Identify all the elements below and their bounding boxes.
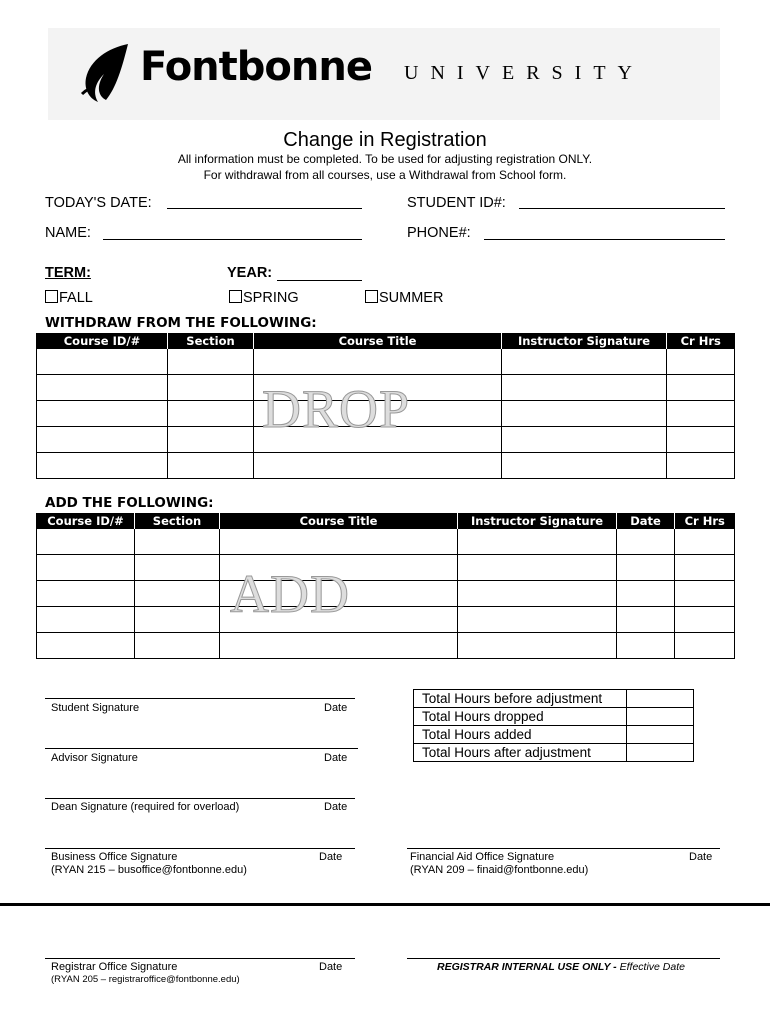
todays-date-field[interactable]	[167, 208, 362, 209]
hours-row	[414, 726, 694, 744]
leaf-logo-icon	[78, 42, 132, 104]
withdraw-cell[interactable]	[37, 427, 168, 453]
add-cell[interactable]	[37, 555, 135, 581]
business-signature-line[interactable]	[45, 848, 355, 849]
spring-checkbox[interactable]	[229, 290, 242, 303]
add-cell[interactable]	[458, 581, 617, 607]
internal-use-italic: Effective Date	[619, 961, 685, 973]
add-header-course-title: Course Title	[220, 513, 458, 529]
hours-row	[414, 690, 694, 708]
hours-label: Total Hours added	[414, 726, 627, 744]
withdraw-header-section: Section	[168, 333, 254, 349]
add-row	[37, 607, 735, 633]
add-cell[interactable]	[37, 581, 135, 607]
add-cell[interactable]	[458, 633, 617, 659]
add-cell[interactable]	[675, 581, 735, 607]
hours-value-cell[interactable]	[627, 708, 694, 726]
student-date-label: Date	[324, 702, 348, 714]
withdraw-cell[interactable]	[667, 401, 735, 427]
fall-label: FALL	[59, 290, 93, 306]
add-title: ADD THE FOLLOWING:	[45, 495, 214, 511]
hours-table	[413, 689, 694, 762]
withdraw-title: WITHDRAW FROM THE FOLLOWING:	[45, 315, 317, 331]
add-cell[interactable]	[135, 529, 220, 555]
phone-field[interactable]	[484, 239, 725, 240]
add-row	[37, 529, 735, 555]
add-cell[interactable]	[220, 529, 458, 555]
fall-checkbox[interactable]	[45, 290, 58, 303]
withdraw-cell[interactable]	[168, 427, 254, 453]
add-row	[37, 581, 735, 607]
withdraw-cell[interactable]	[37, 375, 168, 401]
withdraw-row	[37, 453, 735, 479]
business-signature-label: Business Office Signature	[51, 851, 178, 863]
withdraw-cell[interactable]	[254, 349, 502, 375]
add-header-section: Section	[135, 513, 220, 529]
internal-use-label	[437, 961, 685, 973]
withdraw-header-instructor: Instructor Signature	[502, 333, 667, 349]
add-cell[interactable]	[37, 529, 135, 555]
withdraw-cell[interactable]	[502, 375, 667, 401]
dean-date-label: Date	[324, 801, 348, 813]
withdraw-header-course-id: Course ID/#	[37, 333, 168, 349]
registrar-contact: (RYAN 205 – registraroffice@fontbonne.edu)	[51, 974, 240, 985]
hours-label: Total Hours before adjustment	[414, 690, 627, 708]
financial-signature-label: Financial Aid Office Signature	[410, 851, 555, 863]
withdraw-cell[interactable]	[37, 401, 168, 427]
add-cell[interactable]	[458, 607, 617, 633]
student-id-label: STUDENT ID#:	[407, 195, 506, 211]
hours-row	[414, 708, 694, 726]
internal-use-line[interactable]	[407, 958, 720, 959]
summer-label: SUMMER	[379, 290, 444, 306]
business-contact: (RYAN 215 – busoffice@fontbonne.edu)	[51, 864, 247, 876]
financial-date-label: Date	[689, 851, 713, 863]
add-cell[interactable]	[675, 529, 735, 555]
year-label: YEAR:	[227, 265, 273, 281]
student-signature-label: Student Signature	[51, 702, 140, 714]
withdraw-cell[interactable]	[667, 349, 735, 375]
add-cell[interactable]	[135, 633, 220, 659]
form-subtitle-1: All information must be completed. To be used for adjusting registration ONLY.	[177, 152, 593, 166]
summer-checkbox[interactable]	[365, 290, 378, 303]
name-field[interactable]	[103, 239, 362, 240]
add-cell[interactable]	[220, 633, 458, 659]
financial-signature-line[interactable]	[407, 848, 720, 849]
phone-label: PHONE#:	[407, 225, 471, 241]
add-cell[interactable]	[617, 581, 675, 607]
logo-wordmark: Fontbonne	[140, 44, 372, 90]
add-cell[interactable]	[458, 555, 617, 581]
dean-signature-label: Dean Signature (required for overload)	[51, 801, 240, 813]
term-label: TERM:	[45, 265, 91, 281]
add-header-instructor: Instructor Signature	[458, 513, 617, 529]
advisor-signature-line[interactable]	[45, 748, 358, 749]
add-row	[37, 633, 735, 659]
withdraw-header-cr-hrs: Cr Hrs	[667, 333, 735, 349]
add-cell[interactable]	[675, 555, 735, 581]
hours-value-cell[interactable]	[627, 690, 694, 708]
add-cell[interactable]	[135, 581, 220, 607]
section-divider	[0, 903, 770, 906]
name-label: NAME:	[45, 225, 91, 241]
withdraw-cell[interactable]	[168, 453, 254, 479]
registrar-signature-line[interactable]	[45, 958, 355, 959]
add-cell[interactable]	[135, 607, 220, 633]
add-cell[interactable]	[617, 607, 675, 633]
withdraw-cell[interactable]	[502, 453, 667, 479]
advisor-signature-label: Advisor Signature	[51, 752, 138, 764]
student-id-field[interactable]	[519, 208, 725, 209]
withdraw-cell[interactable]	[254, 453, 502, 479]
financial-contact: (RYAN 209 – finaid@fontbonne.edu)	[410, 864, 589, 876]
hours-row	[414, 744, 694, 762]
add-cell[interactable]	[617, 529, 675, 555]
form-subtitle-2: For withdrawal from all courses, use a Withdrawal from School form.	[203, 168, 567, 182]
hours-label: Total Hours after adjustment	[414, 744, 627, 762]
advisor-date-label: Date	[324, 752, 348, 764]
drop-watermark: DROP	[262, 379, 411, 439]
add-table	[36, 513, 735, 659]
add-cell[interactable]	[135, 555, 220, 581]
todays-date-label: TODAY'S DATE:	[45, 195, 152, 211]
form-title: Change in Registration	[283, 129, 487, 151]
fall-option[interactable]	[45, 290, 93, 306]
withdraw-cell[interactable]	[502, 401, 667, 427]
internal-use-bold: REGISTRAR INTERNAL USE ONLY -	[437, 961, 620, 973]
business-date-label: Date	[319, 851, 343, 863]
add-row	[37, 555, 735, 581]
hours-value-cell[interactable]	[627, 726, 694, 744]
withdraw-cell[interactable]	[502, 349, 667, 375]
add-header-cr-hrs: Cr Hrs	[675, 513, 735, 529]
hours-label: Total Hours dropped	[414, 708, 627, 726]
dean-signature-line[interactable]	[45, 798, 355, 799]
withdraw-cell[interactable]	[168, 349, 254, 375]
add-cell[interactable]	[617, 633, 675, 659]
withdraw-cell[interactable]	[502, 427, 667, 453]
logo-university: UNIVERSITY	[404, 62, 644, 84]
withdraw-cell[interactable]	[37, 453, 168, 479]
withdraw-cell[interactable]	[667, 453, 735, 479]
withdraw-cell[interactable]	[667, 375, 735, 401]
withdraw-cell[interactable]	[37, 349, 168, 375]
add-watermark: ADD	[230, 564, 350, 624]
add-header-course-id: Course ID/#	[37, 513, 135, 529]
registrar-date-label: Date	[319, 961, 343, 973]
withdraw-cell[interactable]	[667, 427, 735, 453]
add-cell[interactable]	[37, 607, 135, 633]
add-cell[interactable]	[675, 607, 735, 633]
add-cell[interactable]	[37, 633, 135, 659]
hours-value-cell[interactable]	[627, 744, 694, 762]
withdraw-cell[interactable]	[168, 375, 254, 401]
student-signature-line[interactable]	[45, 698, 355, 699]
withdraw-header-course-title: Course Title	[254, 333, 502, 349]
year-field[interactable]	[277, 280, 362, 281]
add-cell[interactable]	[675, 633, 735, 659]
add-cell[interactable]	[458, 529, 617, 555]
registrar-signature-label: Registrar Office Signature	[51, 961, 178, 973]
summer-option[interactable]	[365, 290, 443, 306]
withdraw-cell[interactable]	[168, 401, 254, 427]
spring-option[interactable]	[229, 290, 299, 306]
withdraw-row	[37, 349, 735, 375]
spring-label: SPRING	[243, 290, 299, 306]
add-cell[interactable]	[617, 555, 675, 581]
add-header-date: Date	[617, 513, 675, 529]
